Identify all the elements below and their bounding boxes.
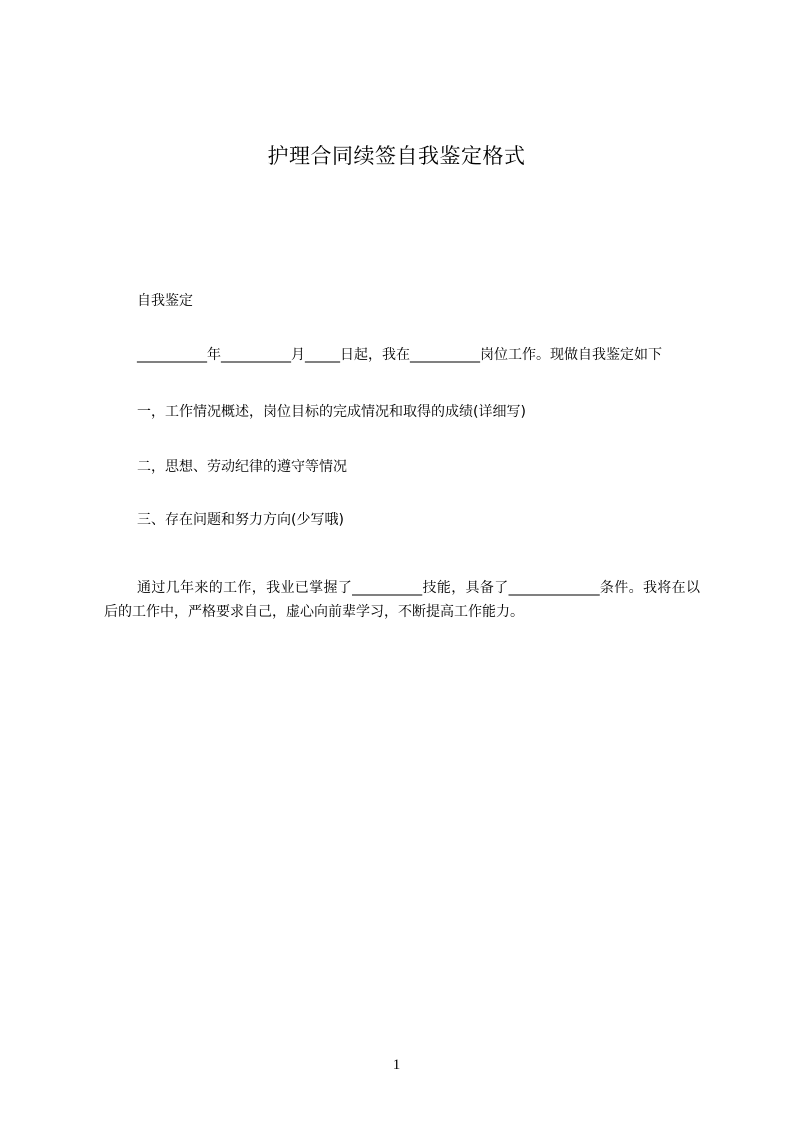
work-overview-item: 一，工作情况概述，岗位目标的完成情况和取得的成绩(详细写) [137, 404, 526, 420]
problems-direction-item: 三、存在问题和努力方向(少写哦) [137, 512, 344, 528]
section-heading: 自我鉴定 [137, 293, 193, 309]
page-number: 1 [392, 1057, 401, 1073]
summary-paragraph: 通过几年来的工作，我业已掌握了__________技能，具备了_____________条件。我将在以后的工作中，严格要求自己，虚心向前辈学习，不断提高工作能力。 [104, 580, 700, 620]
page-title: 护理合同续签自我鉴定格式 [267, 144, 526, 168]
discipline-item: 二，思想、劳动纪律的遵守等情况 [137, 459, 347, 475]
date-position-paragraph: __________年__________月_____日起，我在__________岗位工作。现做自我鉴定如下 [137, 347, 662, 363]
document-body [104, 289, 700, 624]
